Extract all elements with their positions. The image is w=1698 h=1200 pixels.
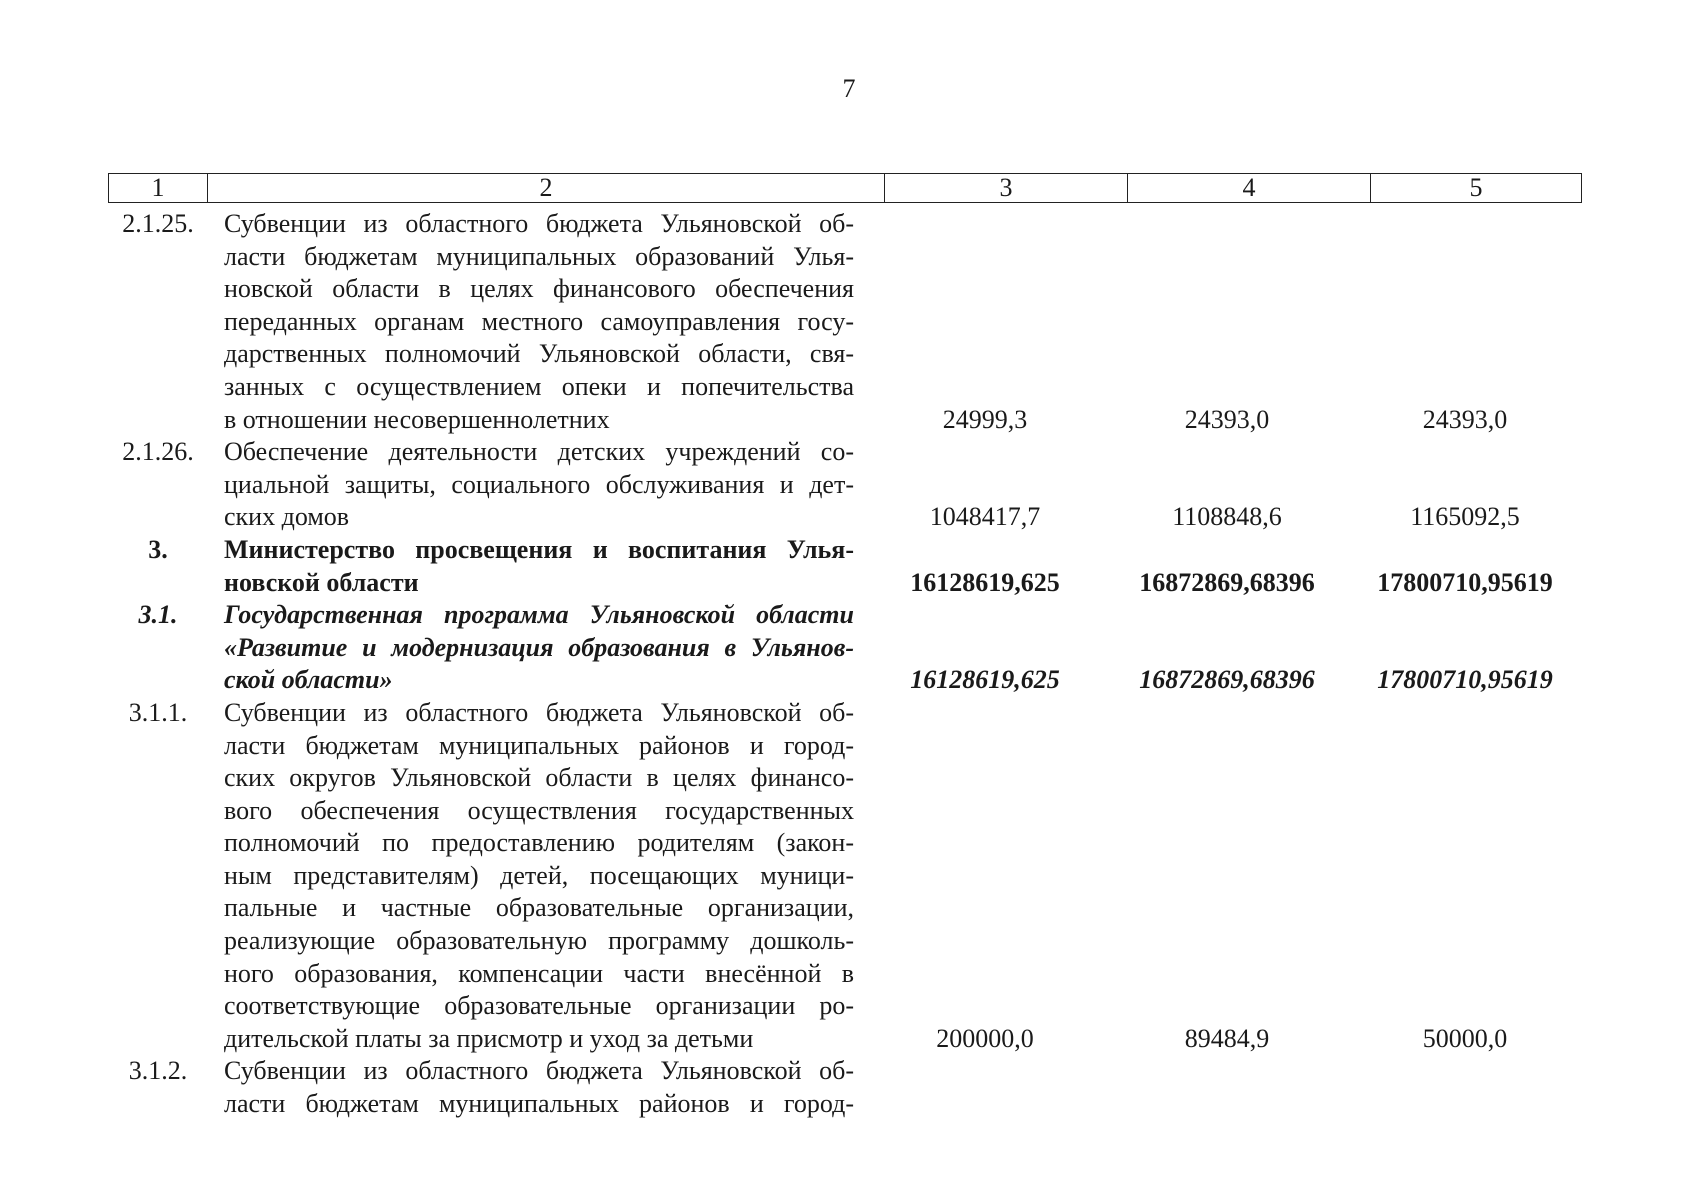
description-line: Государственная программа Ульяновской области [224,600,854,630]
description-line: переданных органам местного самоуправления госу- [224,306,854,336]
row-number: 2.1.25. [122,209,194,238]
table-row-ministry [108,534,1582,599]
table-row [108,1055,1582,1120]
description-line: ласти бюджетам муниципальных районов и город- [224,730,854,760]
value-col-3: 1048417,7 [929,502,1041,532]
description-line: дарственных полномочий Ульяновской области, свя- [224,339,854,369]
description-line: Субвенции из областного бюджета Ульяновской об- [224,1056,854,1086]
column-header-5: 5 [1371,174,1582,203]
description-line: Субвенции из областного бюджета Ульяновской об- [224,209,854,238]
description-line: Министерство просвещения и воспитания Улья- [224,534,854,564]
value-col-5: 50000,0 [1422,1023,1508,1053]
column-header-1: 1 [109,174,208,203]
description-line: вого обеспечения осуществления государственных [224,795,854,825]
row-number: 3.1.1. [128,697,188,727]
description-line: ской области» [224,665,393,695]
value-col-4: 24393,0 [1184,404,1270,434]
column-header-row [108,173,1582,203]
description-line: Субвенции из областного бюджета Ульяновской об- [224,697,854,727]
value-col-5: 17800710,95619 [1377,665,1553,695]
description-line: ских домов [224,502,350,532]
row-description [212,697,864,1056]
value-col-4: 1108848,6 [1172,502,1282,532]
description-line: в отношении несовершеннолетних [224,404,610,434]
row-description [212,599,864,697]
row-number: 2.1.26. [122,437,194,467]
description-line: Обеспечение деятельности детских учреждений со- [224,437,854,467]
table-row [108,436,1582,534]
budget-table-body [108,208,1582,1121]
value-col-3: 16128619,625 [910,665,1060,695]
row-number: 3.1.2. [128,1056,188,1086]
value-col-5: 17800710,95619 [1377,567,1553,597]
description-line: занных с осуществлением опеки и попечительства [224,371,854,401]
value-col-3: 200000,0 [936,1023,1034,1053]
row-description [212,534,864,599]
description-line: «Развитие и модернизация образования в Ульянов- [224,632,854,662]
value-col-5: 24393,0 [1422,404,1508,434]
description-line: новской области в целях финансового обеспечения [224,274,854,304]
description-line: соответствующие образовательные организации ро- [224,991,854,1021]
column-header-4: 4 [1128,174,1371,203]
value-col-4: 16872869,68396 [1139,567,1315,597]
page-number: 7 [842,74,856,103]
description-line: пальные и частные образовательные организации, [224,893,854,923]
value-col-3: 24999,3 [942,404,1028,434]
description-line: ласти бюджетам муниципальных районов и город- [224,1089,854,1119]
description-line: реализующие образовательную программу дошколь- [224,926,854,956]
description-line: полномочий по предоставлению родителям (закон- [224,828,854,858]
column-header-2: 2 [208,174,885,203]
value-col-3: 16128619,625 [910,567,1060,597]
value-col-4: 89484,9 [1184,1023,1270,1053]
description-line: ного образования, компенсации части внесённой в [224,958,854,988]
row-number: 3.1. [138,600,178,630]
table-row-program [108,599,1582,697]
row-number: 3. [148,534,168,564]
row-description [212,436,864,534]
row-description [212,208,864,436]
description-line: дительской платы за присмотр и уход за детьми [224,1023,754,1053]
description-line: новской области [224,567,419,597]
value-col-4: 16872869,68396 [1139,665,1315,695]
table-row [108,208,1582,436]
description-line: ских округов Ульяновской области в целях финансо- [224,763,854,793]
description-line: циальной защиты, социального обслуживания и дет- [224,469,854,499]
description-line: ным представителям) детей, посещающих муници- [224,860,854,890]
value-col-5: 1165092,5 [1410,502,1520,532]
description-line: ласти бюджетам муниципальных образований Улья- [224,241,854,271]
row-description [212,1055,864,1120]
column-header-3: 3 [885,174,1128,203]
table-row [108,697,1582,1056]
